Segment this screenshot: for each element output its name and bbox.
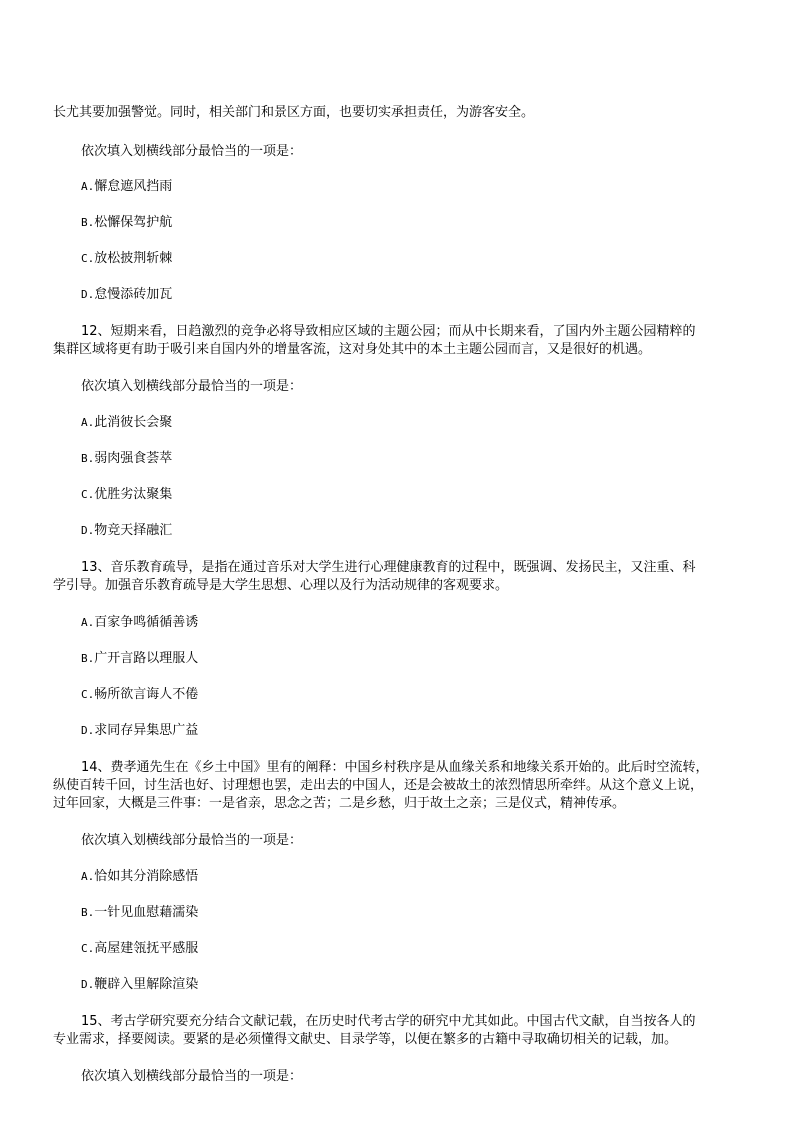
q13-stem (53, 559, 745, 595)
q13-option-d (81, 722, 198, 740)
option-text: 懈怠遮风挡雨 (94, 179, 173, 194)
q12-stem (53, 323, 745, 359)
q11-option-b (81, 214, 172, 232)
option-text: 放松披荆斩棘 (94, 251, 173, 266)
option-text: 松懈保驾护航 (94, 215, 173, 230)
q15-stem (53, 1013, 745, 1049)
q12-option-a (81, 414, 172, 432)
q14-stem-line: 纵使百转千回，讨生活也好、讨理想也罢，走出去的中国人，还是会被故土的浓烈情思所牵绊。从这个意义上说， (53, 778, 704, 793)
q12-stem-line: 集群区域将更有助于吸引来自国内外的增量客流，这对身处其中的本土主题公园而言，又是很好的机遇。 (53, 342, 652, 357)
q13-option-c (81, 686, 198, 704)
option-letter: D. (81, 288, 95, 301)
intro-line: 长尤其要加强警觉。同时，相关部门和景区方面，也要切实承担责任，为游客安全。 (53, 105, 535, 120)
option-letter: B. (81, 216, 95, 229)
option-letter: C. (81, 488, 95, 501)
option-text: 优胜劣汰聚集 (94, 487, 173, 502)
option-letter: D. (81, 724, 95, 737)
option-text: 此消彼长会聚 (94, 415, 173, 430)
option-text: 求同存异集思广益 (94, 723, 199, 738)
q14-option-c (81, 940, 198, 958)
option-letter: C. (81, 688, 95, 701)
q14-option-b (81, 904, 198, 922)
option-letter: B. (81, 906, 95, 919)
q14-stem-line: 14、费孝通先生在《乡土中国》里有的阐释：中国乡村秩序是从血缘关系和地缘关系开始的。此后时空流转， (81, 760, 709, 775)
option-text: 百家争鸣循循善诱 (94, 615, 199, 630)
option-letter: D. (81, 978, 95, 991)
q12-stem-line: 12、短期来看，日趋激烈的竞争必将导致相应区域的主题公园；而从中长期来看，了国内外主题公园精粹的 (81, 324, 696, 339)
option-letter: C. (81, 942, 95, 955)
q13-stem-line: 学引导。加强音乐教育疏导是大学生思想、心理以及行为活动规律的客观要求。 (53, 578, 509, 593)
q11-option-c (81, 250, 172, 268)
q15-stem-line: 15、考古学研究要充分结合文献记载，在历史时代考古学的研究中尤其如此。中国古代文献，自当按各人的 (81, 1014, 696, 1029)
option-text: 弱肉强食荟萃 (94, 451, 173, 466)
q13-stem-line: 13、音乐教育疏导，是指在通过音乐对大学生进行心理健康教育的过程中，既强调、发扬民主，又注重、科 (81, 560, 696, 575)
q15-prompt: 依次填入划横线部分最恰当的一项是： (81, 1069, 303, 1084)
option-text: 恰如其分消除感悟 (94, 869, 199, 884)
option-letter: C. (81, 252, 95, 265)
q14-option-a (81, 868, 198, 886)
option-text: 物竞天择融汇 (94, 523, 173, 538)
option-text: 鞭辟入里解除渲染 (94, 977, 199, 992)
q13-option-b (81, 650, 198, 668)
q15-stem-line: 专业需求，择要阅读。要紧的是必须懂得文献史、目录学等，以便在繁多的古籍中寻取确切相关的记载，加。 (53, 1032, 678, 1047)
q14-prompt: 依次填入划横线部分最恰当的一项是： (81, 833, 303, 848)
option-letter: B. (81, 452, 95, 465)
q14-stem (53, 759, 745, 813)
q12-option-d (81, 522, 172, 540)
option-text: 一针见血慰藉濡染 (94, 905, 199, 920)
q14-stem-line: 过年回家，大概是三件事：一是省亲，思念之苦；二是乡愁，归于故土之亲；三是仪式，精神传承。 (53, 796, 626, 811)
option-letter: A. (81, 180, 95, 193)
option-letter: A. (81, 870, 95, 883)
option-letter: A. (81, 416, 95, 429)
option-letter: A. (81, 616, 95, 629)
option-letter: B. (81, 652, 95, 665)
q11-prompt: 依次填入划横线部分最恰当的一项是： (81, 144, 303, 159)
option-text: 畅所欲言诲人不倦 (94, 687, 199, 702)
option-text: 高屋建瓴抚平感服 (94, 941, 199, 956)
q12-option-b (81, 450, 172, 468)
q12-prompt: 依次填入划横线部分最恰当的一项是： (81, 379, 303, 394)
q13-option-a (81, 614, 198, 632)
option-text: 怠慢添砖加瓦 (94, 287, 173, 302)
q11-option-d (81, 286, 172, 304)
option-letter: D. (81, 524, 95, 537)
q14-option-d (81, 976, 198, 994)
option-text: 广开言路以理服人 (94, 651, 199, 666)
q11-option-a (81, 178, 172, 196)
q12-option-c (81, 486, 172, 504)
